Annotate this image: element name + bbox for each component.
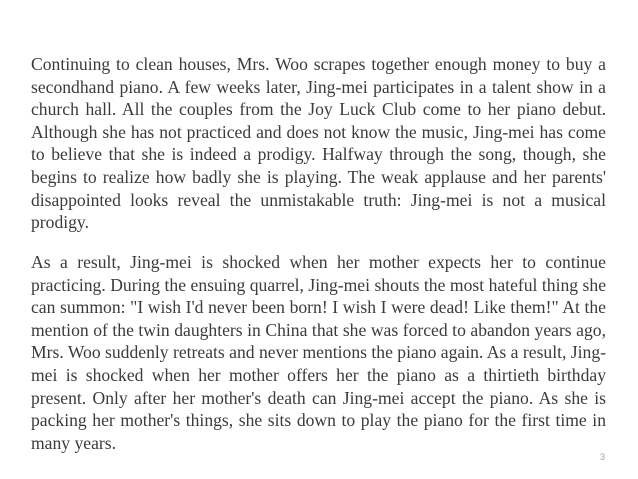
body-paragraph-2: As a result, Jing-mei is shocked when her mother expects her to continue practicing. During the ensuing quarrel, Jing-mei shouts the most hateful thing she can summon: "I wish I'd never been born! I wish I were dead! Like them!" At the mention of the twin daughters in China that she was forced to abandon years ago, Mrs. Woo suddenly retreats and never mentions the piano again. As a result, Jing-mei is shocked when her mother offers her the piano as a thirtieth birthday present. Only after her mother's death can Jing-mei accept the piano. As she is packing her mother's things, she sits down to play the piano for the first time in many years. — [31, 252, 606, 453]
body-paragraph-1: Continuing to clean houses, Mrs. Woo scrapes together enough money to buy a secondhand piano. A few weeks later, Jing-mei participates in a talent show in a church hall. All the couples from the Joy Luck Club come to her piano debut. Although she has not practiced and does not know the music, Jing-mei has come to believe that she is indeed a prodigy. Halfway through the song, though, she begins to realize how badly she is playing. The weak applause and her parents' disappointed looks reveal the unmistakable truth: Jing-mei is not a musical prodigy. — [31, 54, 606, 233]
page-number: 3 — [599, 452, 605, 462]
